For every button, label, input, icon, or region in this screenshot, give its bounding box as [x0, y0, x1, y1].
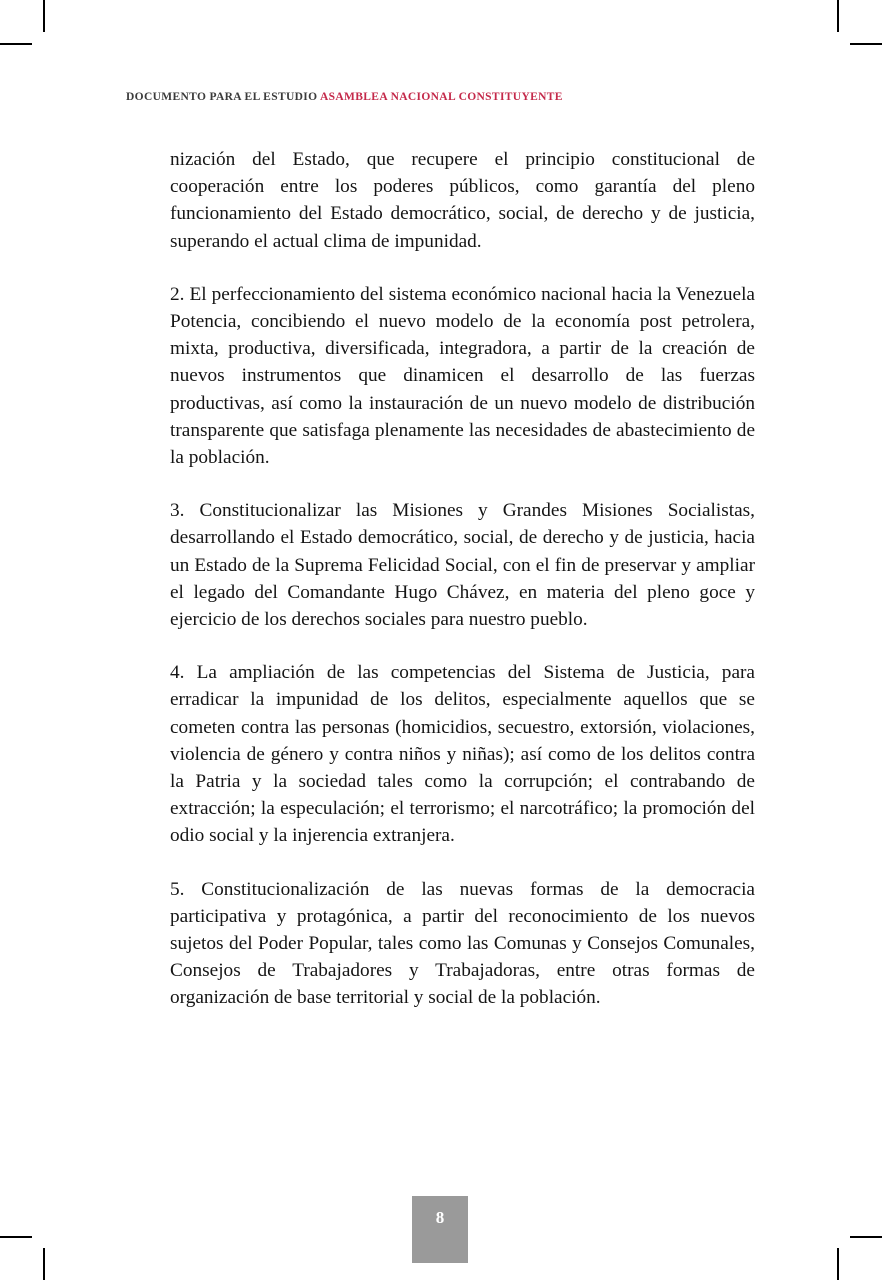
paragraph-item-5: 5. Constitucionalización de las nuevas formas de la democracia participativa y protagónica, a partir del reconocimiento de los nuevos sujetos del Poder Popular, tales como las Comunas y Consejos Comunales, Consejos de Trabajadores y Trabajadoras, entre otras formas de organización de base territorial y social de la población.	[170, 878, 755, 1009]
crop-mark-top-right-vertical	[837, 0, 839, 32]
paragraph-item-4: 4. La ampliación de las competencias del Sistema de Justicia, para erradicar la impunidad de los delitos, especialmente aquellos que se cometen contra las personas (homicidios, secuestro, extorsión, violaciones, violencia de género y contra niños y niñas); así como de los delitos contra la Patria y la sociedad tales como la corrupción; el contrabando de extracción; la especulación; el terrorismo; el narcotráfico; la promoción del odio social y la injerencia extranjera.	[170, 662, 755, 847]
crop-mark-bottom-right-horizontal	[850, 1236, 882, 1238]
crop-mark-bottom-right-vertical	[837, 1248, 839, 1280]
paragraph-continuation: nización del Estado, que recupere el principio constitucional de cooperación entre los poderes públicos, como garantía del pleno funcionamiento del Estado democrático, social, de derecho y de justicia, superando el actual clima de impunidad.	[170, 149, 755, 252]
running-header-title: ASAMBLEA NACIONAL CONSTITUYENTE	[320, 91, 563, 103]
crop-mark-top-left-horizontal	[0, 43, 32, 45]
crop-mark-top-left-vertical	[43, 0, 45, 32]
running-header	[126, 91, 563, 103]
page-number-block	[412, 1196, 468, 1263]
running-header-prefix: DOCUMENTO PARA EL ESTUDIO	[126, 91, 318, 103]
page-number: 8	[435, 1208, 445, 1227]
paragraph-item-3: 3. Constitucionalizar las Misiones y Grandes Misiones Socialistas, desarrollando el Estado democrático, social, de derecho y de justicia, hacia un Estado de la Suprema Felicidad Social, con el fin de preservar y ampliar el legado del Comandante Hugo Chávez, en materia del pleno goce y ejercicio de los derechos sociales para nuestro pueblo.	[170, 500, 755, 631]
crop-mark-bottom-left-horizontal	[0, 1236, 32, 1238]
body-text-column	[170, 146, 755, 1012]
crop-mark-bottom-left-vertical	[43, 1248, 45, 1280]
paragraph-item-2: 2. El perfeccionamiento del sistema económico nacional hacia la Venezuela Potencia, concibiendo el nuevo modelo de la economía post petrolera, mixta, productiva, diversificada, integradora, a partir de la creación de nuevos instrumentos que dinamicen el desarrollo de las fuerzas productivas, así como la instauración de un nuevo modelo de distribución transparente que satisfaga plenamente las necesidades de abastecimiento de la población.	[170, 283, 755, 469]
crop-mark-top-right-horizontal	[850, 43, 882, 45]
